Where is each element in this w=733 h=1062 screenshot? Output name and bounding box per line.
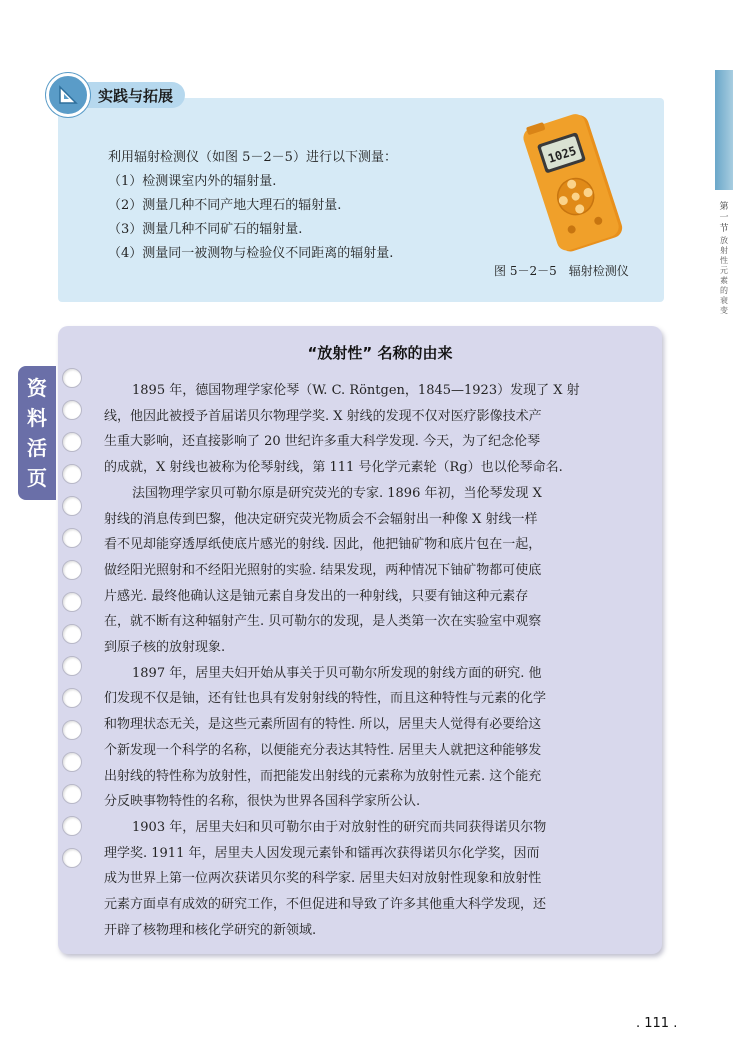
article-line: 理学奖. 1911 年，居里夫人因发现元素钋和镭再次获得诺贝尔化学奖，因而 (104, 845, 540, 861)
article-line: 生重大影响，还直接影响了 20 世纪许多重大科学发现. 今天，为了纪念伦琴 (104, 434, 541, 450)
practice-instructions (108, 146, 488, 266)
binder-ring (62, 752, 82, 772)
practice-header (46, 76, 185, 114)
binder-ring (62, 432, 82, 452)
binder-ring (62, 720, 82, 740)
binder-ring (62, 400, 82, 420)
practice-line: （1）检测课室内外的辐射量. (108, 174, 277, 189)
binder-ring (62, 560, 82, 580)
side-section-title: 放射性元素的衰变 (720, 236, 728, 315)
article-line: 射线的消息传到巴黎，他决定研究荧光物质会不会辐射出一种像 X 射线一样 (104, 511, 538, 527)
binder-ring (62, 592, 82, 612)
side-chapter-label: 第一节 (719, 202, 729, 234)
article-line: 做经阳光照射和不经阳光照射的实验. 结果发现，两种情况下铀矿物都可使底 (104, 562, 542, 578)
article-line: 元素方面卓有成效的研究工作，不但促进和导致了许多其他重大科学发现，还 (104, 897, 547, 913)
binder-ring (62, 496, 82, 516)
practice-header-label: 实践与拓展 (80, 82, 185, 108)
article-line: 开辟了核物理和核化学研究的新领域. (104, 922, 317, 938)
binder-ring (62, 368, 82, 388)
practice-line: 利用辐射检测仪（如图 5－2－5）进行以下测量： (108, 150, 397, 165)
article-body (104, 378, 644, 943)
article-line: 在，就不断有这种辐射产生. 贝可勒尔的发现，是人类第一次在实验室中观察 (104, 614, 542, 630)
practice-line: （4）测量同一被测物与检验仪不同距离的辐射量. (108, 246, 394, 261)
article-line: 到原子核的放射现象. (104, 640, 226, 656)
ziliao-tab (18, 366, 56, 500)
article-line: 分反映事物特性的名称，很快为世界各国科学家所公认. (104, 794, 421, 810)
article-line: 和物理状态无关，是这些元素所固有的特性. 所以，居里夫人觉得有必要给这 (104, 717, 542, 733)
notebook-rings (62, 368, 84, 888)
article-line: 们发现不仅是铀，还有钍也具有发射射线的特性，而且这种特性与元素的化学 (104, 691, 547, 707)
binder-ring (62, 688, 82, 708)
binder-ring (62, 464, 82, 484)
binder-ring (62, 656, 82, 676)
article-title: “放射性” 名称的由来 (307, 344, 453, 362)
tab-char: 活 (27, 436, 47, 460)
figure-caption: 图 5－2－5 辐射检测仪 (494, 264, 629, 278)
article-line: 片感光. 最终他确认这是铀元素自身发出的一种射线，只要有铀这种元素存 (104, 588, 529, 604)
article-line: 个新发现一个科学的名称，以便能充分表达其特性. 居里夫人就把这种能够发 (104, 742, 542, 758)
tab-char: 料 (27, 406, 47, 430)
article-line: 出射线的特性称为放射性，而把能发出射线的元素称为放射性元素. 这个能充 (104, 768, 542, 784)
binder-ring (62, 848, 82, 868)
article-line: 线，他因此被授予首届诺贝尔物理学奖. X 射线的发现不仅对医疗影像技术产 (104, 408, 542, 424)
article-line: 成为世界上第一位两次获诺贝尔奖的科学家. 居里夫妇对放射性现象和放射性 (104, 871, 542, 887)
binder-ring (62, 784, 82, 804)
binder-ring (62, 528, 82, 548)
article-line: 看不见却能穿透厚纸使底片感光的射线. 因此，他把铀矿物和底片包在一起， (104, 537, 542, 553)
tab-char: 页 (27, 466, 47, 490)
article-line: 1895 年，德国物理学家伦琴（W. C. Röntgen，1845—1923）发现了 X 射 (132, 383, 580, 398)
practice-line: （3）测量几种不同矿石的辐射量. (108, 222, 303, 237)
binder-ring (62, 816, 82, 836)
page-number: . 111 . (636, 1016, 678, 1031)
binder-ring (62, 624, 82, 644)
device-display-reading: 1025 (546, 143, 578, 166)
practice-line: （2）测量几种不同产地大理石的辐射量. (108, 198, 342, 213)
article-line: 的成就，X 射线也被称为伦琴射线，第 111 号化学元素轮（Rg）也以伦琴命名. (104, 460, 563, 476)
article-line: 1903 年，居里夫妇和贝可勒尔由于对放射性的研究而共同获得诺贝尔物 (132, 819, 547, 835)
article-line: 1897 年，居里夫妇开始从事关于贝可勒尔所发现的射线方面的研究. 他 (132, 665, 542, 681)
radiation-detector-image (512, 112, 632, 252)
section-side-tab (715, 70, 733, 190)
article-line: 法国物理学家贝可勒尔原是研究荧光的专家. 1896 年初，当伦琴发现 X (132, 485, 542, 501)
ruler-triangle-icon (46, 73, 90, 117)
tab-char: 资 (27, 376, 47, 400)
